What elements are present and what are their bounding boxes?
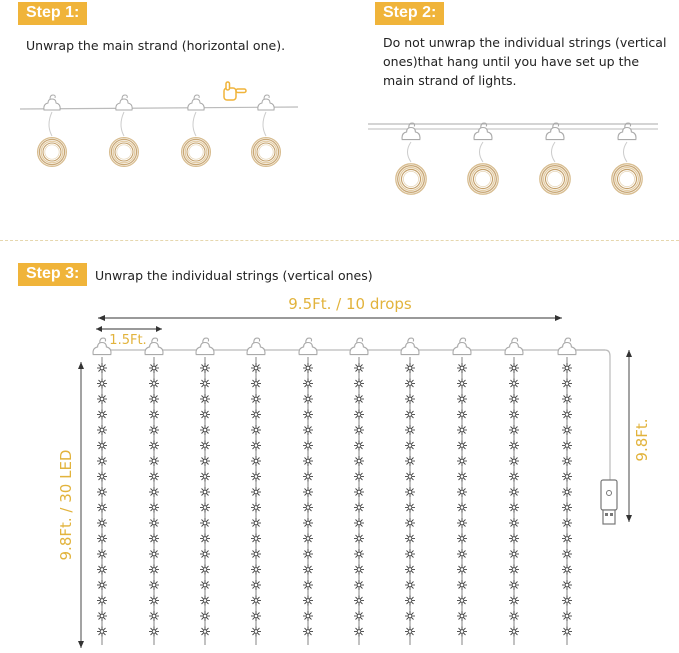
led-bulb bbox=[200, 534, 210, 544]
led-bulb bbox=[354, 441, 364, 451]
led-bulb bbox=[457, 487, 467, 497]
usb-plug-icon bbox=[601, 480, 617, 524]
led-bulb bbox=[97, 441, 107, 451]
led-bulb bbox=[562, 580, 572, 590]
led-bulb bbox=[562, 565, 572, 575]
drop-coil bbox=[540, 123, 570, 194]
led-bulb bbox=[562, 611, 572, 621]
led-bulb bbox=[562, 487, 572, 497]
led-bulb bbox=[251, 596, 261, 606]
light-drop bbox=[93, 338, 111, 645]
led-bulb bbox=[354, 503, 364, 513]
drop-coil bbox=[468, 123, 498, 194]
led-bulb bbox=[251, 441, 261, 451]
led-bulb bbox=[562, 410, 572, 420]
led-bulb bbox=[457, 456, 467, 466]
width-dimension bbox=[98, 295, 562, 321]
led-bulb bbox=[149, 596, 159, 606]
led-bulb bbox=[200, 472, 210, 482]
led-bulb bbox=[149, 487, 159, 497]
led-bulb bbox=[354, 534, 364, 544]
light-drop bbox=[247, 338, 265, 645]
led-bulb bbox=[354, 425, 364, 435]
drop-coil bbox=[252, 95, 281, 166]
led-bulb bbox=[149, 410, 159, 420]
light-drop bbox=[145, 338, 163, 645]
light-drop bbox=[299, 338, 317, 645]
led-bulb bbox=[200, 425, 210, 435]
led-bulb bbox=[149, 503, 159, 513]
led-bulb bbox=[354, 363, 364, 373]
led-bulb bbox=[303, 565, 313, 575]
led-bulb bbox=[251, 518, 261, 528]
led-bulb bbox=[149, 456, 159, 466]
step3-illustration bbox=[57, 295, 651, 648]
led-bulb bbox=[405, 394, 415, 404]
led-bulb bbox=[509, 518, 519, 528]
led-bulb bbox=[251, 394, 261, 404]
light-drops bbox=[93, 338, 576, 645]
led-bulb bbox=[457, 379, 467, 389]
led-bulb bbox=[251, 410, 261, 420]
led-bulb bbox=[457, 611, 467, 621]
right-height-dimension bbox=[626, 350, 651, 522]
led-bulb bbox=[303, 518, 313, 528]
led-bulb bbox=[457, 627, 467, 637]
led-bulb bbox=[251, 472, 261, 482]
led-bulb bbox=[97, 472, 107, 482]
light-drop bbox=[401, 338, 419, 645]
led-bulb bbox=[405, 441, 415, 451]
spacing-label: 1.5Ft. bbox=[109, 333, 147, 348]
led-bulb bbox=[303, 611, 313, 621]
step1-badge: Step 1: bbox=[18, 2, 87, 25]
led-bulb bbox=[509, 379, 519, 389]
light-drop bbox=[453, 338, 471, 645]
led-bulb bbox=[354, 410, 364, 420]
led-bulb bbox=[509, 456, 519, 466]
led-bulb bbox=[97, 379, 107, 389]
led-bulb bbox=[303, 596, 313, 606]
led-bulb bbox=[303, 627, 313, 637]
step3-badge: Step 3: bbox=[18, 263, 87, 286]
led-bulb bbox=[457, 534, 467, 544]
drop-coil bbox=[38, 95, 67, 166]
led-bulb bbox=[97, 596, 107, 606]
led-bulb bbox=[457, 425, 467, 435]
led-bulb bbox=[354, 580, 364, 590]
led-bulb bbox=[149, 425, 159, 435]
led-bulb bbox=[509, 394, 519, 404]
led-bulb bbox=[509, 611, 519, 621]
led-bulb bbox=[509, 503, 519, 513]
led-bulb bbox=[97, 456, 107, 466]
led-bulb bbox=[251, 379, 261, 389]
drop-coil bbox=[110, 95, 139, 166]
led-bulb bbox=[405, 363, 415, 373]
led-bulb bbox=[457, 441, 467, 451]
light-drop bbox=[505, 338, 523, 645]
led-bulb bbox=[251, 549, 261, 559]
led-bulb bbox=[405, 410, 415, 420]
led-bulb bbox=[200, 565, 210, 575]
led-bulb bbox=[149, 518, 159, 528]
led-bulb bbox=[354, 627, 364, 637]
step3-instruction: Unwrap the individual strings (vertical ones) bbox=[95, 268, 373, 283]
led-bulb bbox=[149, 565, 159, 575]
led-bulb bbox=[200, 518, 210, 528]
led-bulb bbox=[509, 441, 519, 451]
led-bulb bbox=[200, 596, 210, 606]
led-bulb bbox=[562, 379, 572, 389]
led-bulb bbox=[303, 379, 313, 389]
step2-instruction: Do not unwrap the individual strings (vertical ones)that hang until you have set up the main strand of lights. bbox=[383, 35, 667, 88]
led-bulb bbox=[97, 410, 107, 420]
led-bulb bbox=[251, 580, 261, 590]
led-bulb bbox=[405, 580, 415, 590]
drop-coil bbox=[182, 95, 211, 166]
led-bulb bbox=[251, 534, 261, 544]
led-bulb bbox=[509, 363, 519, 373]
led-bulb bbox=[97, 565, 107, 575]
led-bulb bbox=[562, 503, 572, 513]
led-bulb bbox=[97, 394, 107, 404]
led-bulb bbox=[200, 503, 210, 513]
led-bulb bbox=[457, 394, 467, 404]
led-bulb bbox=[303, 503, 313, 513]
led-bulb bbox=[457, 472, 467, 482]
led-bulb bbox=[509, 472, 519, 482]
led-bulb bbox=[405, 565, 415, 575]
led-bulb bbox=[251, 627, 261, 637]
led-bulb bbox=[200, 487, 210, 497]
led-bulb bbox=[509, 410, 519, 420]
light-drop bbox=[558, 338, 576, 645]
led-bulb bbox=[97, 580, 107, 590]
led-bulb bbox=[251, 611, 261, 621]
led-bulb bbox=[457, 549, 467, 559]
led-bulb bbox=[509, 627, 519, 637]
led-bulb bbox=[457, 503, 467, 513]
led-bulb bbox=[457, 518, 467, 528]
led-bulb bbox=[354, 472, 364, 482]
led-bulb bbox=[354, 518, 364, 528]
led-bulb bbox=[354, 456, 364, 466]
led-bulb bbox=[97, 534, 107, 544]
led-bulb bbox=[303, 549, 313, 559]
led-bulb bbox=[251, 363, 261, 373]
step2-illustration bbox=[368, 123, 658, 194]
led-bulb bbox=[251, 456, 261, 466]
led-bulb bbox=[200, 611, 210, 621]
led-bulb bbox=[251, 565, 261, 575]
led-bulb bbox=[354, 394, 364, 404]
led-bulb bbox=[509, 487, 519, 497]
led-bulb bbox=[354, 565, 364, 575]
led-bulb bbox=[562, 518, 572, 528]
led-bulb bbox=[562, 549, 572, 559]
led-bulb bbox=[354, 611, 364, 621]
led-bulb bbox=[303, 394, 313, 404]
left-height-dimension bbox=[57, 362, 84, 648]
led-bulb bbox=[457, 410, 467, 420]
drop-coil bbox=[612, 123, 642, 194]
led-bulb bbox=[405, 472, 415, 482]
led-bulb bbox=[405, 596, 415, 606]
led-bulb bbox=[97, 363, 107, 373]
led-bulb bbox=[149, 611, 159, 621]
led-bulb bbox=[200, 549, 210, 559]
led-bulb bbox=[200, 394, 210, 404]
led-bulb bbox=[562, 472, 572, 482]
led-bulb bbox=[509, 549, 519, 559]
led-bulb bbox=[509, 596, 519, 606]
led-bulb bbox=[562, 363, 572, 373]
led-bulb bbox=[303, 580, 313, 590]
led-bulb bbox=[200, 363, 210, 373]
led-bulb bbox=[405, 503, 415, 513]
led-bulb bbox=[354, 549, 364, 559]
height-left-label: 9.8Ft. / 30 LED bbox=[57, 449, 75, 561]
led-bulb bbox=[354, 379, 364, 389]
light-drop bbox=[350, 338, 368, 645]
led-bulb bbox=[405, 549, 415, 559]
led-bulb bbox=[149, 549, 159, 559]
led-bulb bbox=[97, 425, 107, 435]
led-bulb bbox=[200, 379, 210, 389]
led-bulb bbox=[97, 518, 107, 528]
led-bulb bbox=[509, 580, 519, 590]
led-bulb bbox=[457, 580, 467, 590]
pointing-hand-icon bbox=[224, 82, 246, 100]
led-bulb bbox=[97, 549, 107, 559]
led-bulb bbox=[405, 534, 415, 544]
step2-badge: Step 2: bbox=[375, 2, 444, 25]
led-bulb bbox=[457, 565, 467, 575]
led-bulb bbox=[405, 518, 415, 528]
led-bulb bbox=[303, 441, 313, 451]
drop-coil bbox=[396, 123, 426, 194]
led-bulb bbox=[200, 580, 210, 590]
led-bulb bbox=[509, 425, 519, 435]
step1-instruction: Unwrap the main strand (horizontal one). bbox=[26, 38, 286, 53]
led-bulb bbox=[303, 534, 313, 544]
led-bulb bbox=[457, 596, 467, 606]
led-bulb bbox=[200, 441, 210, 451]
led-bulb bbox=[251, 425, 261, 435]
led-bulb bbox=[405, 425, 415, 435]
led-bulb bbox=[405, 487, 415, 497]
led-bulb bbox=[97, 627, 107, 637]
led-bulb bbox=[562, 627, 572, 637]
led-bulb bbox=[405, 627, 415, 637]
led-bulb bbox=[97, 487, 107, 497]
led-bulb bbox=[149, 534, 159, 544]
led-bulb bbox=[405, 456, 415, 466]
led-bulb bbox=[562, 534, 572, 544]
led-bulb bbox=[405, 379, 415, 389]
led-bulb bbox=[354, 596, 364, 606]
led-bulb bbox=[149, 580, 159, 590]
led-bulb bbox=[149, 363, 159, 373]
led-bulb bbox=[97, 503, 107, 513]
led-bulb bbox=[251, 487, 261, 497]
led-bulb bbox=[303, 456, 313, 466]
led-bulb bbox=[303, 363, 313, 373]
width-label: 9.5Ft. / 10 drops bbox=[288, 295, 412, 313]
step1-illustration bbox=[20, 82, 298, 166]
led-bulb bbox=[149, 379, 159, 389]
led-bulb bbox=[303, 425, 313, 435]
led-bulb bbox=[303, 472, 313, 482]
led-bulb bbox=[149, 627, 159, 637]
led-bulb bbox=[97, 611, 107, 621]
led-bulb bbox=[562, 441, 572, 451]
main-strand bbox=[20, 107, 298, 109]
led-bulb bbox=[200, 456, 210, 466]
led-bulb bbox=[251, 503, 261, 513]
led-bulb bbox=[562, 425, 572, 435]
led-bulb bbox=[405, 611, 415, 621]
led-bulb bbox=[457, 363, 467, 373]
led-bulb bbox=[149, 441, 159, 451]
led-bulb bbox=[562, 456, 572, 466]
led-bulb bbox=[509, 534, 519, 544]
light-drop bbox=[196, 338, 214, 645]
led-bulb bbox=[509, 565, 519, 575]
led-bulb bbox=[562, 596, 572, 606]
led-bulb bbox=[354, 487, 364, 497]
led-bulb bbox=[149, 394, 159, 404]
led-bulb bbox=[303, 487, 313, 497]
height-right-label: 9.8Ft. bbox=[633, 418, 651, 462]
led-bulb bbox=[200, 410, 210, 420]
led-bulb bbox=[562, 394, 572, 404]
led-bulb bbox=[303, 410, 313, 420]
led-bulb bbox=[200, 627, 210, 637]
led-bulb bbox=[149, 472, 159, 482]
